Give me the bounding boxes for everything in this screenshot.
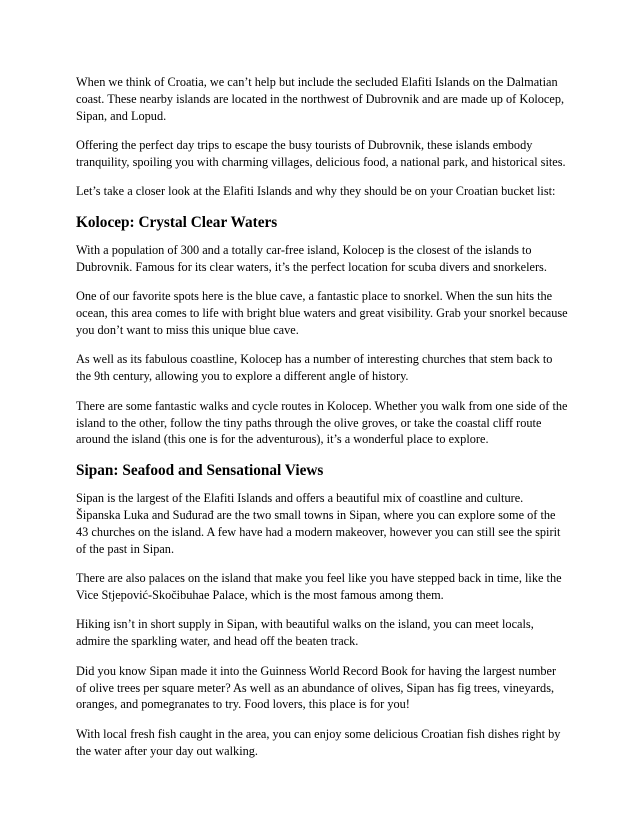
kolocep-paragraph-4: There are some fantastic walks and cycle routes in Kolocep. Whether you walk from one side of the island to the other, follow the tiny paths through the olive groves, or take the coastal cliff route around the island (this one is for the adventurous), it’s a wonderful place to explore.	[76, 398, 568, 447]
kolocep-heading: Kolocep: Crystal Clear Waters	[76, 213, 278, 231]
kolocep-paragraph-2: One of our favorite spots here is the blue cave, a fantastic place to snorkel. When the sun hits the ocean, this area comes to life with bright blue waters and great visibility. Grab your snorkel because you don’t want to miss this unique blue cave.	[76, 289, 568, 338]
intro-paragraph-3: Let’s take a closer look at the Elafiti Islands and why they should be on your Croatian bucket list:	[76, 184, 556, 199]
sipan-paragraph-2: There are also palaces on the island that make you feel like you have stepped back in time, like the Vice Stjepović-Skočibuhae Palace, which is the most famous among them.	[76, 571, 562, 603]
kolocep-paragraph-1: With a population of 300 and a totally car-free island, Kolocep is the closest of the islands to Dubrovnik. Famous for its clear waters, it’s the perfect location for scuba divers and snorkelers.	[76, 243, 547, 275]
sipan-paragraph-3: Hiking isn’t in short supply in Sipan, with beautiful walks on the island, you can meet locals, admire the sparkling water, and head off the beaten track.	[76, 617, 534, 649]
intro-paragraph-2: Offering the perfect day trips to escape the busy tourists of Dubrovnik, these islands embody tranquility, spoiling you with charming villages, delicious food, a national park, and historical sites.	[76, 138, 566, 170]
document-page	[76, 74, 568, 772]
sipan-heading: Sipan: Seafood and Sensational Views	[76, 461, 324, 479]
kolocep-paragraph-3: As well as its fabulous coastline, Kolocep has a number of interesting churches that stem back to the 9th century, allowing you to explore a different angle of history.	[76, 352, 553, 384]
intro-paragraph-1: When we think of Croatia, we can’t help but include the secluded Elafiti Islands on the Dalmatian coast. These nearby islands are located in the northwest of Dubrovnik and are made up of Kolocep, Sipan, and Lopud.	[76, 75, 565, 123]
sipan-paragraph-5: With local fresh fish caught in the area, you can enjoy some delicious Croatian fish dishes right by the water after your day out walking.	[76, 726, 561, 758]
sipan-paragraph-4: Did you know Sipan made it into the Guinness World Record Book for having the largest number of olive trees per square meter? As well as an abundance of olives, Sipan has fig trees, vineyards, oranges, and pomegranates to try. Food lovers, this place is for you!	[76, 663, 557, 712]
sipan-paragraph-1: Sipan is the largest of the Elafiti Islands and offers a beautiful mix of coastline and culture. Šipanska Luka and Suđurađ are the two small towns in Sipan, where you can explore some of the 43 churches on the island. A few have had a modern makeover, however you can still see the spirit of the past in Sipan.	[76, 491, 561, 556]
